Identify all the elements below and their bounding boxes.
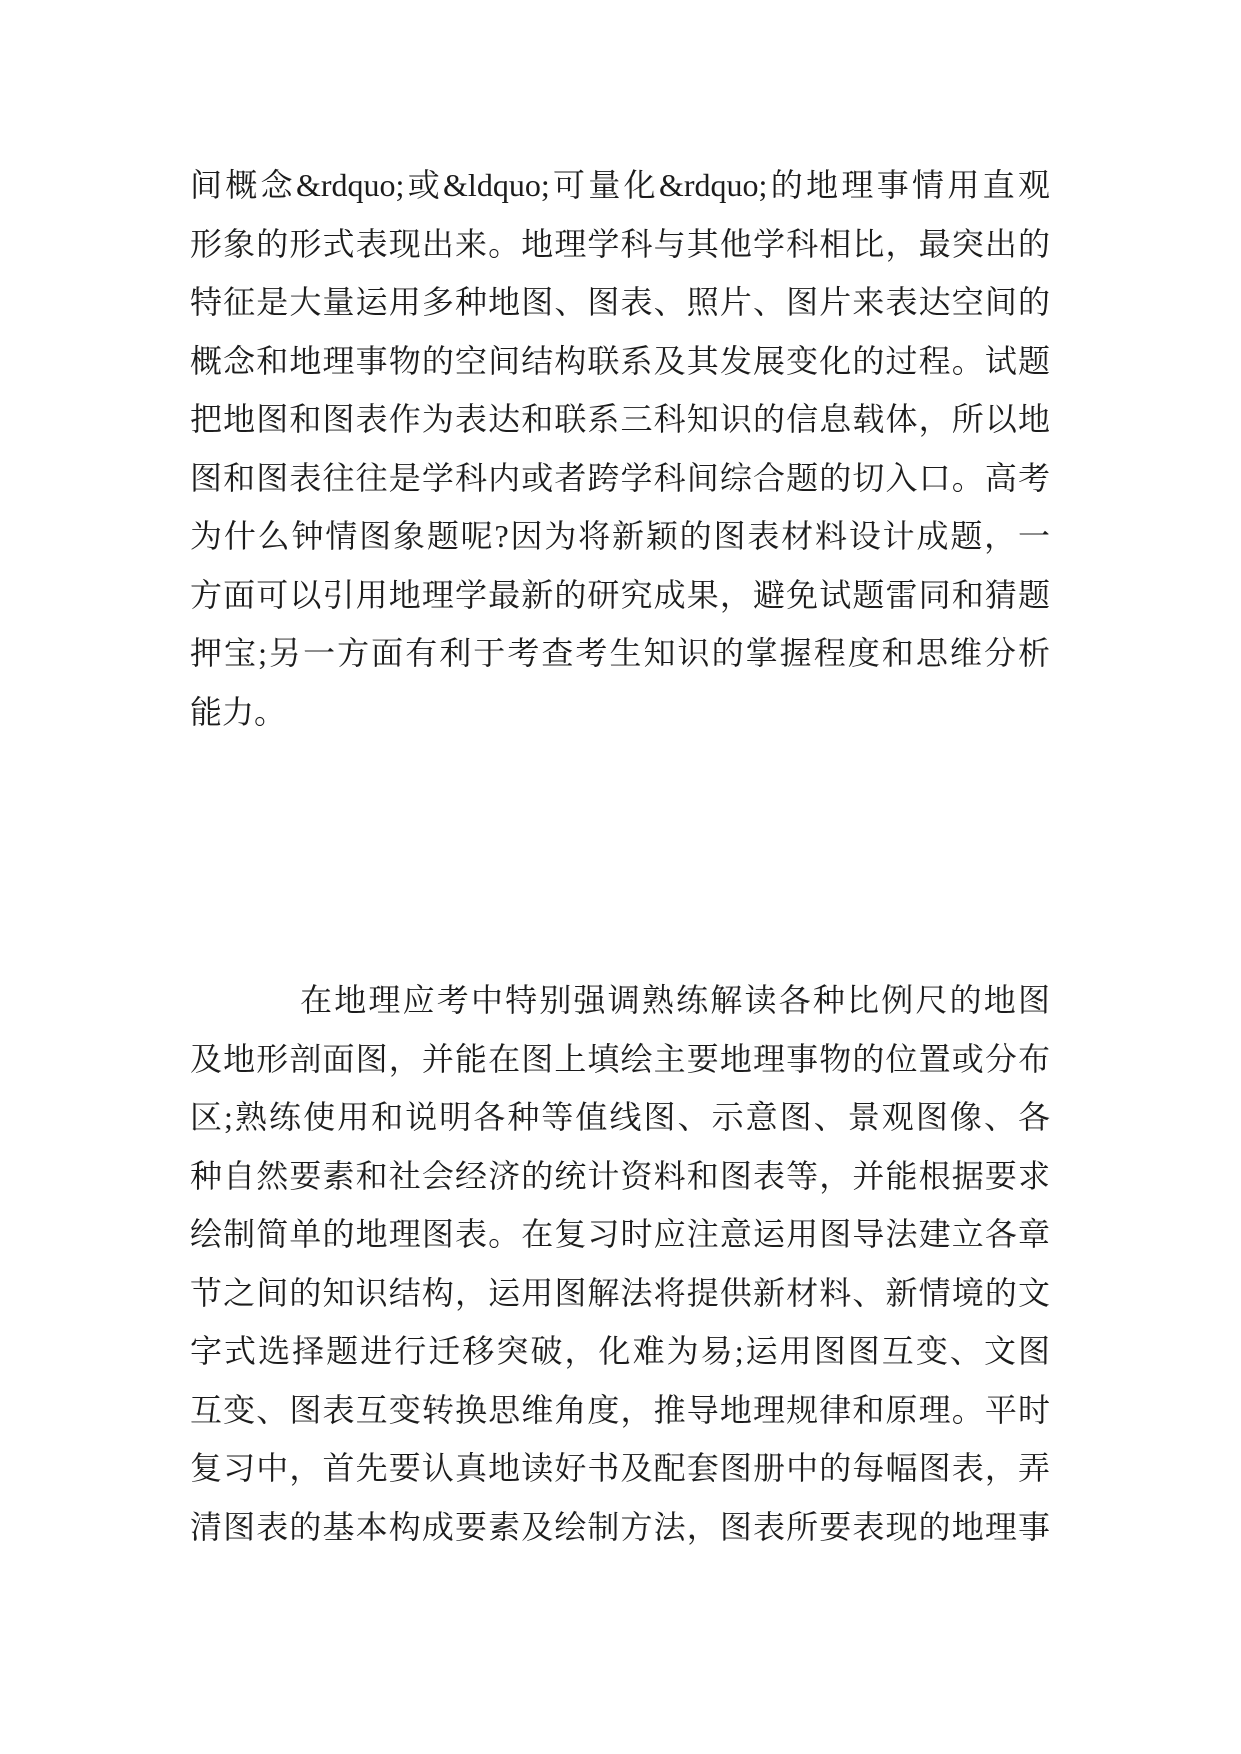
text-line: 为什么钟情图象题呢?因为将新颖的图表材料设计成题，一 — [190, 518, 1050, 554]
text-line: 能力。 — [190, 693, 287, 730]
text-line: 形象的形式表现出来。地理学科与其他学科相比，最突出的 — [190, 225, 1050, 262]
text-line: 复习中，首先要认真地读好书及配套图册中的每幅图表，弄 — [190, 1450, 1050, 1486]
text-line: 区;熟练使用和说明各种等值线图、示意图、景观图像、各 — [190, 1099, 1050, 1135]
text-line: 在地理应考中特别强调熟练解读各种比例尺的地图 — [300, 982, 1050, 1018]
paragraph-1 — [190, 156, 1050, 741]
text-line: 图和图表往往是学科内或者跨学科间综合题的切入口。高考 — [190, 459, 1050, 496]
text-line: 及地形剖面图，并能在图上填绘主要地理事物的位置或分布 — [190, 1040, 1050, 1077]
text-line: 字式选择题进行迁移突破，化难为易;运用图图互变、文图 — [190, 1333, 1050, 1369]
paragraph-2 — [190, 971, 1050, 1556]
text-line: 押宝;另一方面有利于考查考生知识的掌握程度和思维分析 — [190, 635, 1050, 671]
text-line: 把地图和图表作为表达和联系三科知识的信息载体，所以地 — [190, 401, 1050, 437]
text-line: 特征是大量运用多种地图、图表、照片、图片来表达空间的 — [190, 284, 1050, 320]
text-line: 清图表的基本构成要素及绘制方法，图表所要表现的地理事 — [190, 1508, 1050, 1545]
text-line: 种自然要素和社会经济的统计资料和图表等，并能根据要求 — [190, 1157, 1050, 1194]
text-line: 间概念&rdquo;或&ldquo;可量化&rdquo;的地理事情用直观 — [190, 167, 1050, 203]
text-line: 绘制简单的地理图表。在复习时应注意运用图导法建立各章 — [190, 1216, 1050, 1252]
text-line: 节之间的知识结构，运用图解法将提供新材料、新情境的文 — [190, 1274, 1050, 1311]
text-line: 概念和地理事物的空间结构联系及其发展变化的过程。试题 — [190, 342, 1050, 379]
text-line: 方面可以引用地理学最新的研究成果，避免试题雷同和猜题 — [190, 576, 1050, 613]
text-line: 互变、图表互变转换思维角度，推导地理规律和原理。平时 — [190, 1391, 1050, 1428]
